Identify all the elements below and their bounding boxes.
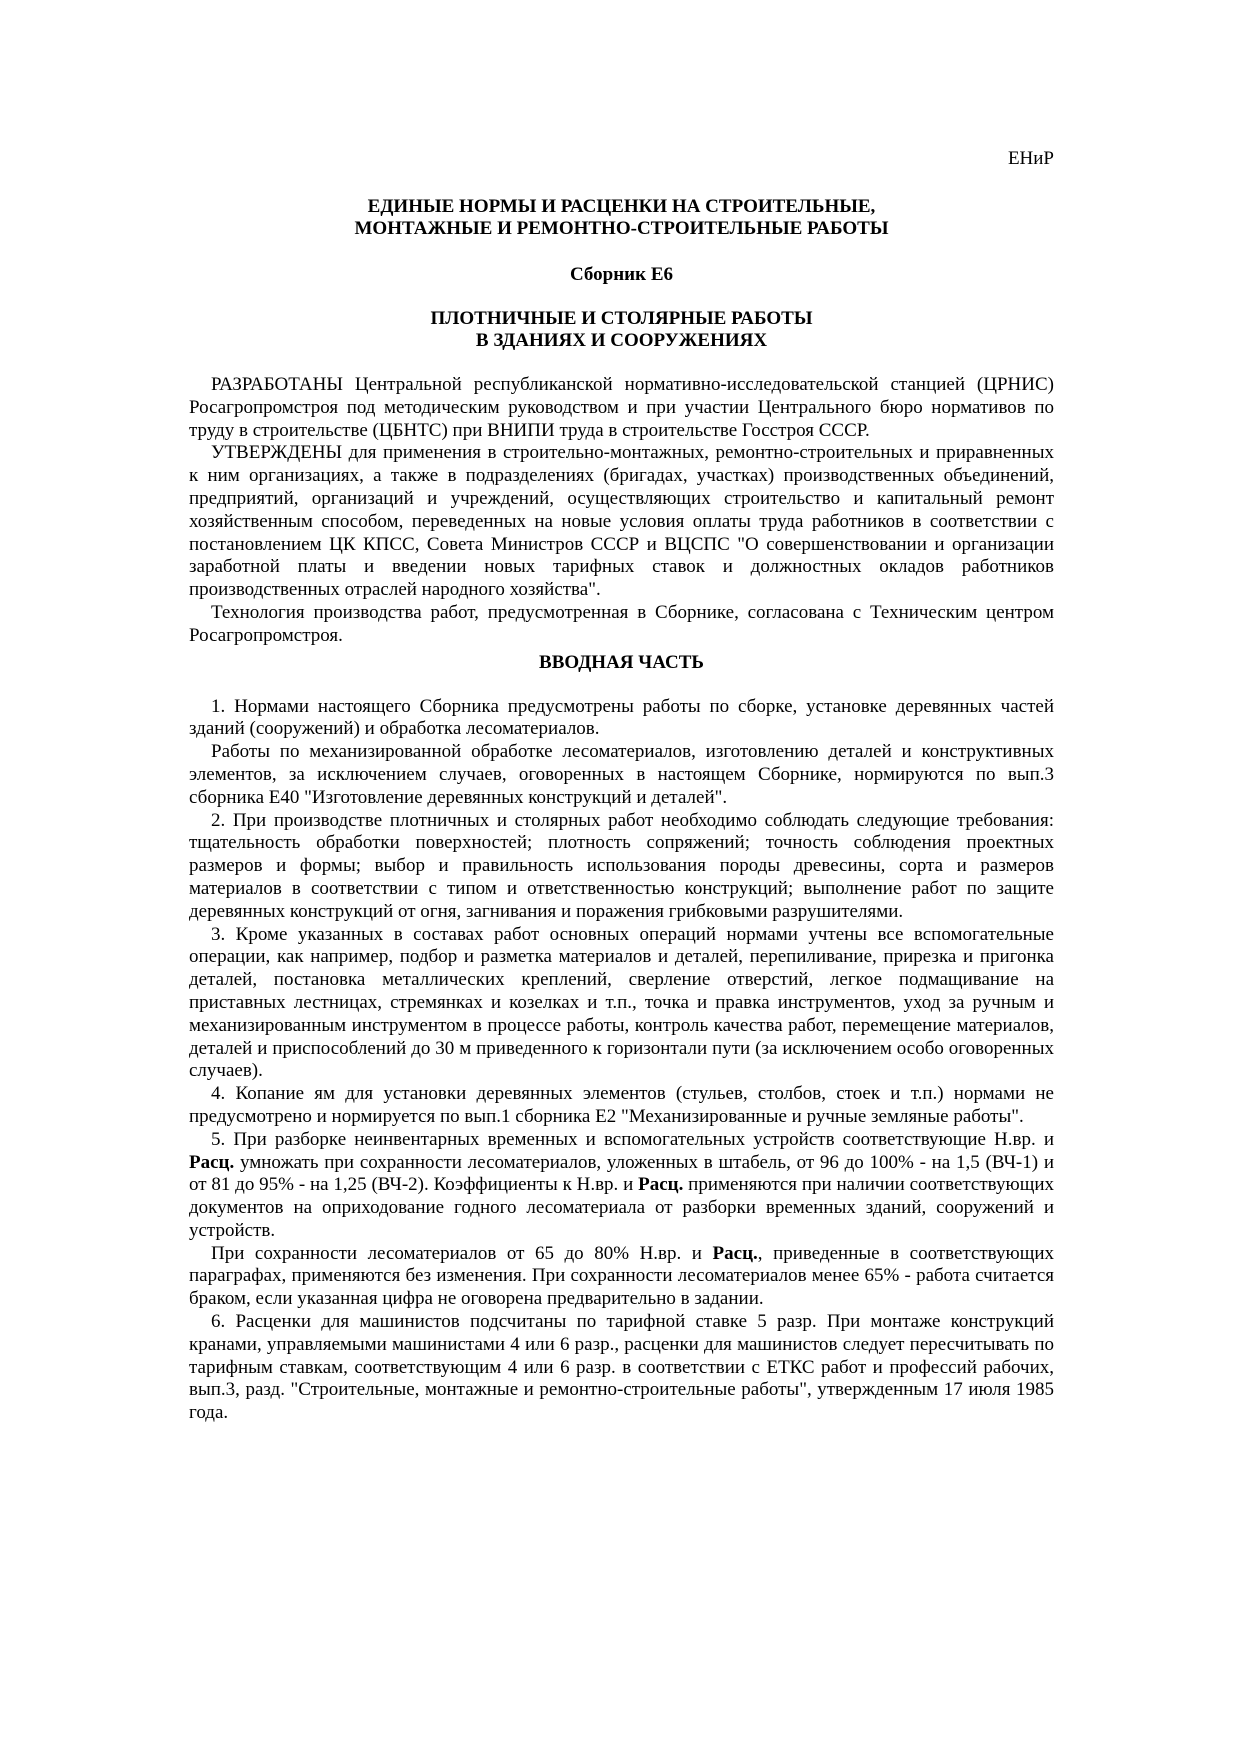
intro-paragraph-2: 2. При производстве плотничных и столярных работ необходимо соблюдать следующие требования: тщательность обработки поверхностей; плотность сопряжений; точность соблюдения проектных размеров и формы; выбор и правильность использования породы древесины, сорта и размеров материалов в соответствии с типом и ответственностью конструкций; выполнение работ по защите деревянных конструкций от огня, загнивания и поражения грибковыми разрушителями. (189, 809, 1054, 922)
technology-paragraph: Технология производства работ, предусмотренная в Сборнике, согласована с Техническим центром Росагропромстроя. (189, 601, 1054, 646)
main-title-line-2: МОНТАЖНЫЕ И РЕМОНТНО-СТРОИТЕЛЬНЫЕ РАБОТЫ (354, 218, 889, 239)
main-title (189, 196, 1054, 240)
p5-rate-bold-2: Расц. (638, 1174, 684, 1196)
subject-title-line-2: В ЗДАНИЯХ И СООРУЖЕНИЯХ (475, 330, 768, 351)
intro-paragraph-6: 6. Расценки для машинистов подсчитаны по тарифной ставке 5 разр. При монтаже конструкций кранами, управляемыми машинистами 4 или 6 разр., расценки для машинистов следует пересчитывать по тарифным ставкам, соответствующим 4 или 6 разр. в соответствии с ЕТКС работ и профессий рабочих, вып.3, разд. "Строительные, монтажные и ремонтно-строительные работы", утвержденным 17 июля 1985 года. (189, 1311, 1054, 1424)
main-title-line-1: ЕДИНЫЕ НОРМЫ И РАСЦЕНКИ НА СТРОИТЕЛЬНЫЕ, (367, 196, 876, 217)
p5b-text-a: При сохранности лесоматериалов от 65 до 80% Н.вр. и (211, 1242, 713, 1264)
intro-section-title: ВВОДНАЯ ЧАСТЬ (539, 651, 704, 673)
intro-paragraph-4: 4. Копание ям для установки деревянных элементов (стульев, столбов, стоек и т.п.) нормами не предусмотрено и нормируется по вып.1 сборника Е2 "Механизированные и ручные земляные работы". (189, 1083, 1054, 1127)
p5-text-a: 5. При разборке неинвентарных временных и вспомогательных устройств соответствующие Н.вр. и (211, 1128, 1054, 1150)
p5-text-e: применяются при наличии соответствующих документов на оприходование годного лесоматериала от разборки временных зданий, сооружений и устройств. (189, 1174, 1054, 1241)
intro-paragraph-3: 3. Кроме указанных в составах работ основных операций нормами учтены все вспомогательные операции, как например, подбор и разметка материалов и деталей, перепиливание, прирезка и пригонка деталей, постановка металлических креплений, сверление отверстий, легкое подмащивание на приставных лестницах, стремянках и козелках и т.п., точка и правка инструментов, уход за ручным и механизированным инструментом в процессе работы, контроль качества работ, перемещение материалов, деталей и приспособлений до 30 м приведенного к горизонтали пути (за исключением особо оговоренных случаев). (189, 923, 1054, 1082)
intro-paragraph-1: 1. Нормами настоящего Сборника предусмотрены работы по сборке, установке деревянных частей зданий (сооружений) и обработка лесоматериалов. (189, 695, 1054, 740)
approved-paragraph: УТВЕРЖДЕНЫ для применения в строительно-монтажных, ремонтно-строительных и приравненных к ним организациях, а также в подразделениях (бригадах, участках) производственных объединений, предприятий, организаций и учреждений, осуществляющих строительство и капитальный ремонт хозяйственным способом, переведенных на новые условия оплаты труда работников в соответствии с постановлением ЦК КПСС, Совета Министров СССР и ВЦСПС "О совершенствовании и организации заработной платы и введении новых тарифных ставок и должностных окладов работников производственных отраслей народного хозяйства". (189, 442, 1054, 601)
document-code-label: ЕНиР (1007, 148, 1054, 169)
p5b-rate-bold: Расц. (712, 1242, 758, 1264)
p5-rate-bold-1: Расц. (189, 1151, 235, 1173)
intro-paragraph-5 (189, 1129, 1054, 1243)
intro-paragraph-1b: Работы по механизированной обработке лесоматериалов, изготовлению деталей и конструктивных элементов, за исключением случаев, оговоренных в настоящем Сборнике, нормируются по вып.3 сборника Е40 "Изготовление деревянных конструкций и деталей". (189, 741, 1054, 808)
developed-paragraph: РАЗРАБОТАНЫ Центральной республиканской нормативно-исследовательской станцией (ЦРНИС) Росагропромстроя под методическим руководством и при участии Центрального бюро нормативов по труду в строительстве (ЦБНТС) при ВНИПИ труда в строительстве Госстроя СССР. (189, 374, 1054, 441)
p5-text-c: умножать при сохранности лесоматериалов, уложенных в штабель, от 96 до 100% - на 1,5 (ВЧ-1) и от 81 до 95% - на 1,25 (ВЧ-2). Коэффициенты к Н.вр. и (189, 1151, 1054, 1196)
collection-title: Сборник Е6 (569, 264, 674, 285)
subject-title (189, 308, 1054, 352)
subject-title-line-1: ПЛОТНИЧНЫЕ И СТОЛЯРНЫЕ РАБОТЫ (430, 308, 813, 329)
p5b-text-c: , приведенные в соответствующих параграфах, применяются без изменения. При сохранности лесоматериалов менее 65% - работа считается браком, если указанная цифра не оговорена предварительно в задании. (189, 1242, 1055, 1310)
intro-paragraph-5b (189, 1243, 1054, 1311)
document-page (189, 148, 1054, 1425)
